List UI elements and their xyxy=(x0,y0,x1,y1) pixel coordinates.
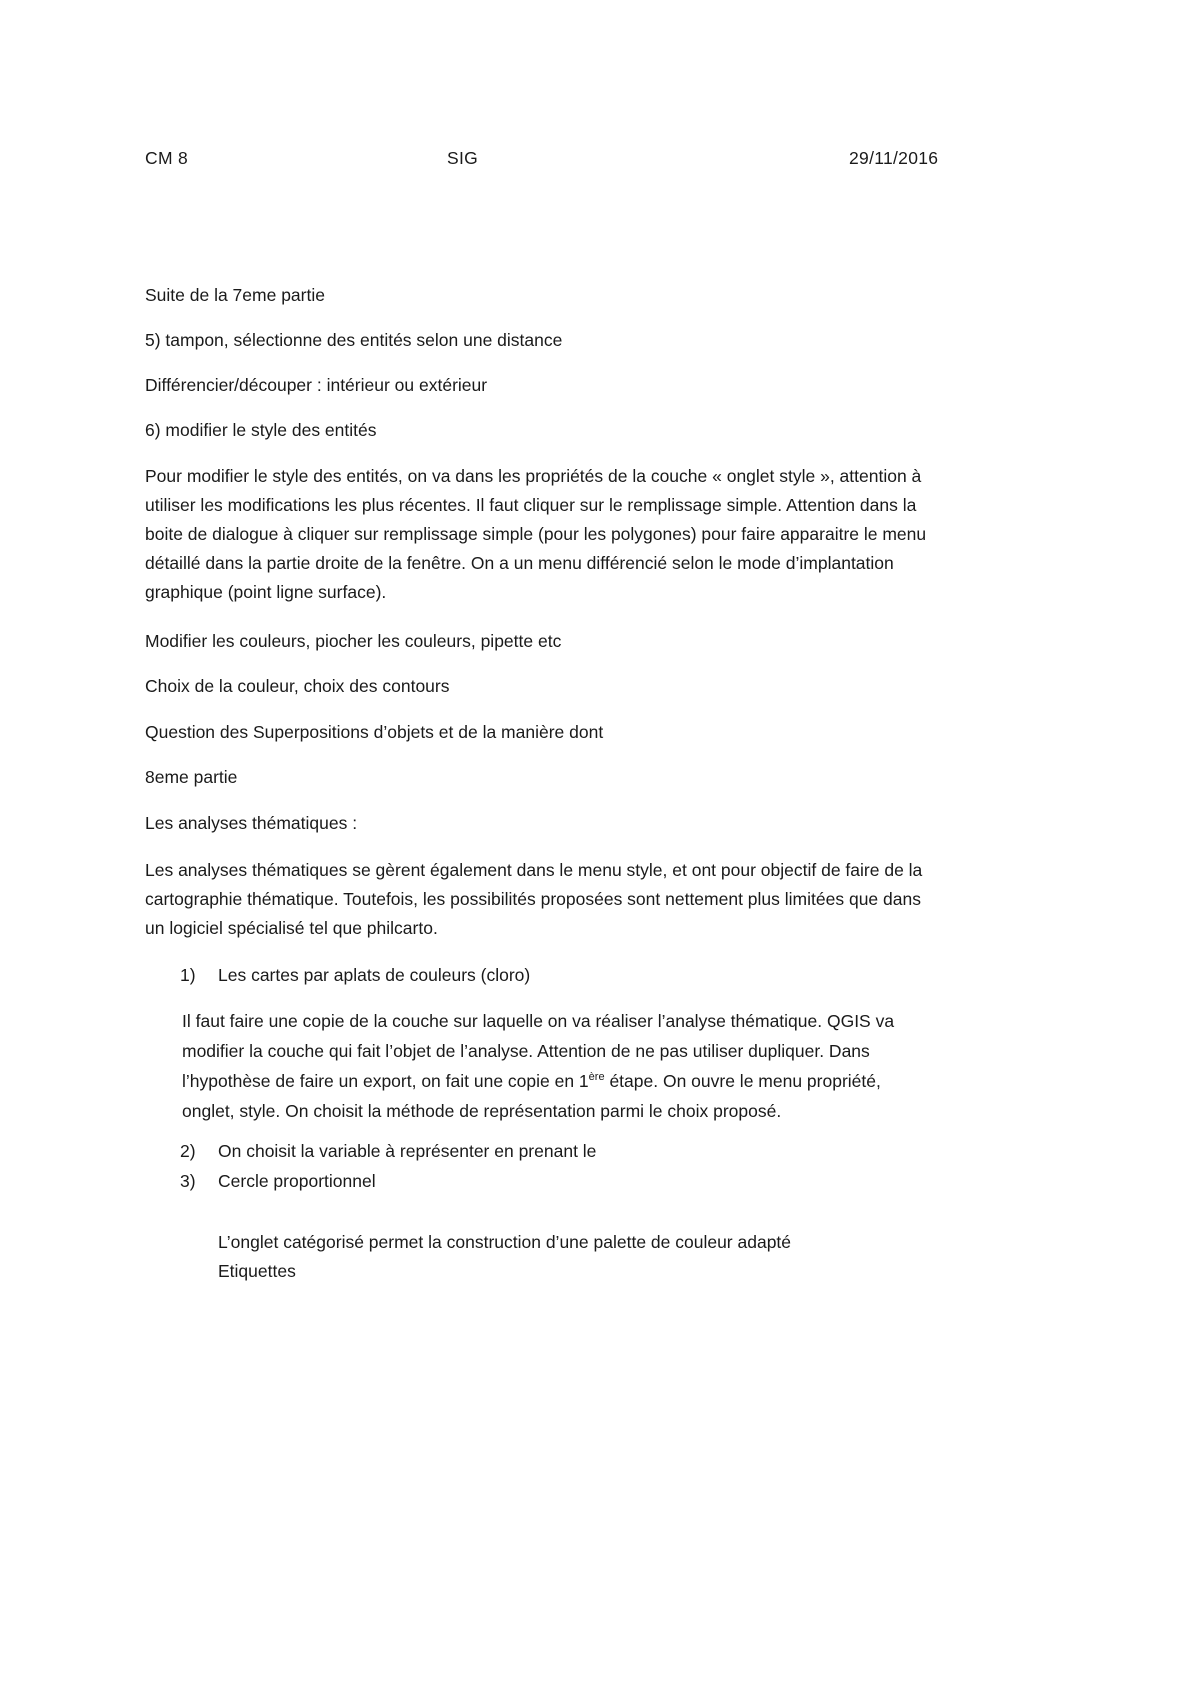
list-item xyxy=(180,1137,596,1166)
text-fragment: étape. On ouvre le menu propriété, xyxy=(604,1071,881,1091)
paragraph-onglet-categorise: L’onglet catégorisé permet la construction d’une palette de couleur adapté xyxy=(218,1232,792,1252)
text-line: Les analyses thématiques se gèrent également dans le menu style, et ont pour objectif de faire de la xyxy=(145,860,923,880)
paragraph-couleurs: Modifier les couleurs, piocher les couleurs, pipette etc xyxy=(145,631,562,651)
list-text: Les cartes par aplats de couleurs (cloro) xyxy=(218,965,531,985)
text-line: graphique (point ligne surface). xyxy=(145,582,387,602)
section-heading-8eme: 8eme partie xyxy=(145,767,238,787)
text-fragment: l’hypothèse de faire un export, on fait une copie en 1 xyxy=(182,1071,589,1091)
list-number: 2) xyxy=(180,1141,196,1161)
text-line: onglet, style. On choisit la méthode de représentation parmi le choix proposé. xyxy=(182,1101,782,1121)
header-course-code: CM 8 xyxy=(145,148,189,168)
text-line: détaillé dans la partie droite de la fenêtre. On a un menu différencié selon le mode d’implantation xyxy=(145,553,894,573)
paragraph-differencier: Différencier/découper : intérieur ou extérieur xyxy=(145,375,488,395)
paragraph-tampon: 5) tampon, sélectionne des entités selon une distance xyxy=(145,330,563,350)
text-line: utiliser les modifications les plus récentes. Il faut cliquer sur le remplissage simple. Attention dans la xyxy=(145,495,917,515)
list-number: 1) xyxy=(180,965,196,985)
paragraph-modifier-style: 6) modifier le style des entités xyxy=(145,420,377,440)
text-line: un logiciel spécialisé tel que philcarto. xyxy=(145,918,438,938)
paragraph-superpositions: Question des Superpositions d’objets et de la manière dont xyxy=(145,722,604,742)
paragraph-choix-couleur: Choix de la couleur, choix des contours xyxy=(145,676,450,696)
paragraph-analyses-title: Les analyses thématiques : xyxy=(145,813,358,833)
paragraph-analyses-explanation xyxy=(145,856,1060,943)
text-line xyxy=(182,1066,1062,1096)
text-line: Pour modifier le style des entités, on va dans les propriétés de la couche « onglet style », attention à xyxy=(145,466,922,486)
text-line: boite de dialogue à cliquer sur remplissage simple (pour les polygones) pour faire apparaitre le menu xyxy=(145,524,927,544)
header-subject: SIG xyxy=(447,148,479,168)
list-text: On choisit la variable à représenter en prenant le xyxy=(218,1141,597,1161)
paragraph-copie-couche xyxy=(182,1006,1062,1126)
paragraph-intro: Suite de la 7eme partie xyxy=(145,285,325,305)
superscript: ère xyxy=(588,1071,605,1083)
list-item xyxy=(180,961,530,990)
list-number: 3) xyxy=(180,1171,196,1191)
list-text: Cercle proportionnel xyxy=(218,1171,376,1191)
text-line: Il faut faire une copie de la couche sur laquelle on va réaliser l’analyse thématique. QGIS va xyxy=(182,1011,895,1031)
paragraph-etiquettes: Etiquettes xyxy=(218,1261,296,1281)
paragraph-style-explanation xyxy=(145,462,1060,607)
text-line: cartographie thématique. Toutefois, les possibilités proposées sont nettement plus limitées que dans xyxy=(145,889,921,909)
text-line: modifier la couche qui fait l’objet de l’analyse. Attention de ne pas utiliser dupliquer. Dans xyxy=(182,1041,870,1061)
list-item xyxy=(180,1167,376,1196)
header-date: 29/11/2016 xyxy=(849,148,939,168)
